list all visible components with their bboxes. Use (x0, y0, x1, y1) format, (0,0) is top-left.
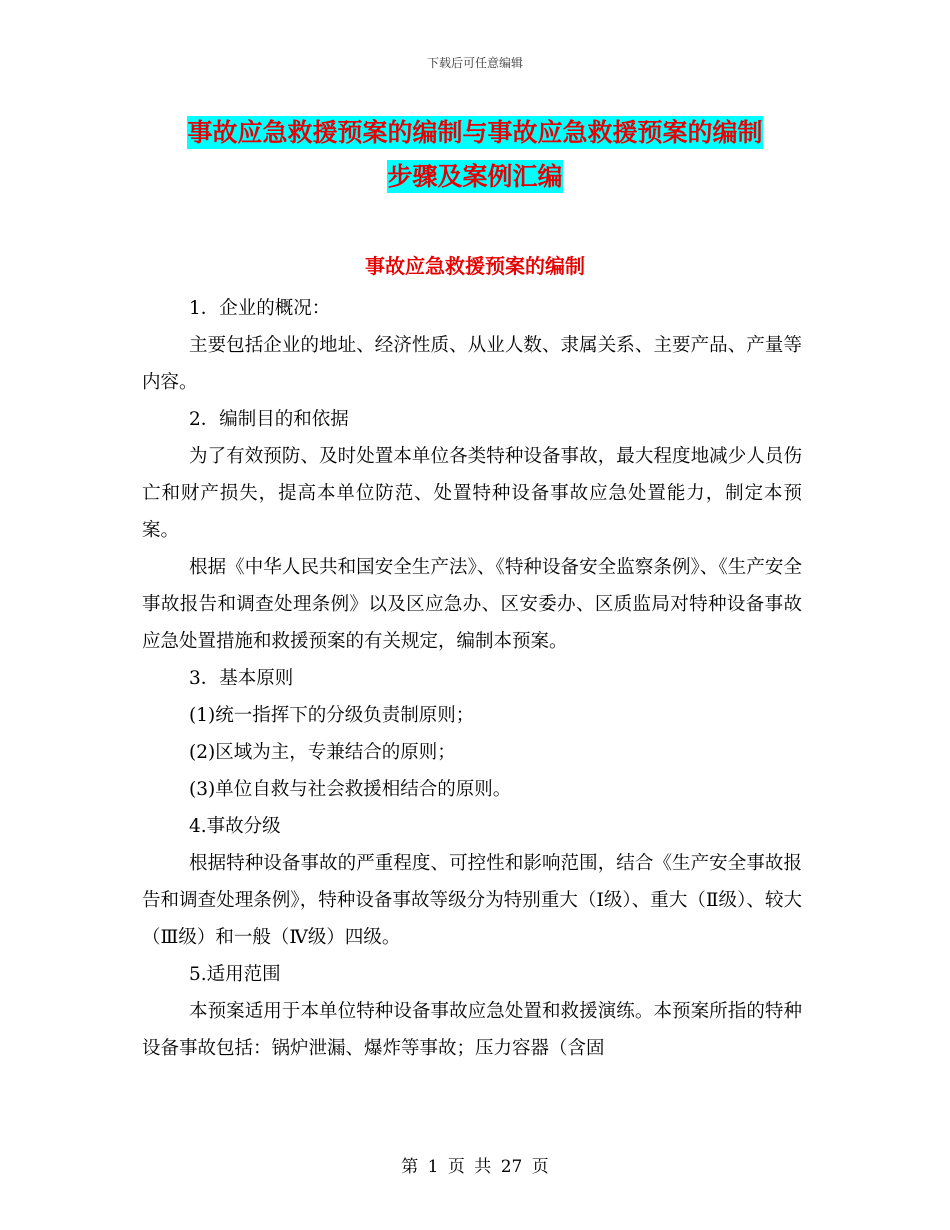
paragraph: 4.事故分级 (189, 816, 281, 837)
paragraph: 1．企业的概况： (189, 298, 331, 319)
paragraph: 本预案适用于本单位特种设备事故应急处置和救援演练。本预案所指的特种设备事故包括：锅炉泄漏、爆炸等事故；压力容器（含固 (142, 1001, 802, 1059)
paragraph: 为了有效预防、及时处置本单位各类特种设备事故，最大程度地减少人员伤亡和财产损失，提高本单位防范、处置特种设备事故应急处置能力，制定本预案。 (142, 446, 802, 541)
paragraph: 3．基本原则 (189, 668, 294, 689)
page-footer: 第 1 页 共 27 页 (401, 1157, 549, 1177)
paragraph: 2．编制目的和依据 (189, 409, 349, 430)
paragraph: 5.适用范围 (189, 964, 281, 985)
paragraph: (2)区域为主，专兼结合的原则； (189, 742, 456, 763)
paragraph: (1)统一指挥下的分级负责制原则； (189, 705, 475, 726)
paragraph: 根据《中华人民共和国安全生产法》、《特种设备安全监察条例》、《生产安全事故报告和调查处理条例》以及区应急办、区安委办、区质监局对特种设备事故应急处置措施和救援预案的有关规定，编制本预案。 (142, 557, 802, 652)
header-note: 下载后可任意编辑 (426, 56, 523, 70)
document-title-line-2 (142, 157, 808, 193)
paragraph: 主要包括企业的地址、经济性质、从业人数、隶属关系、主要产品、产量等内容。 (142, 335, 802, 393)
document-title-text-1: 事故应急救援预案的编制与事故应急救援预案的编制 (187, 118, 763, 147)
paragraph: (3)单位自救与社会救援相结合的原则。 (189, 779, 512, 800)
document-title-line-1 (142, 113, 808, 149)
document-body (142, 290, 802, 1067)
section-title: 事故应急救援预案的编制 (365, 254, 585, 278)
document-title-text-2: 步骤及案例汇编 (387, 162, 563, 191)
paragraph: 根据特种设备事故的严重程度、可控性和影响范围，结合《生产安全事故报告和调查处理条例》，特种设备事故等级分为特别重大（Ⅰ级）、重大（Ⅱ级）、较大（Ⅲ级）和一般（Ⅳ级）四级。 (142, 853, 802, 948)
